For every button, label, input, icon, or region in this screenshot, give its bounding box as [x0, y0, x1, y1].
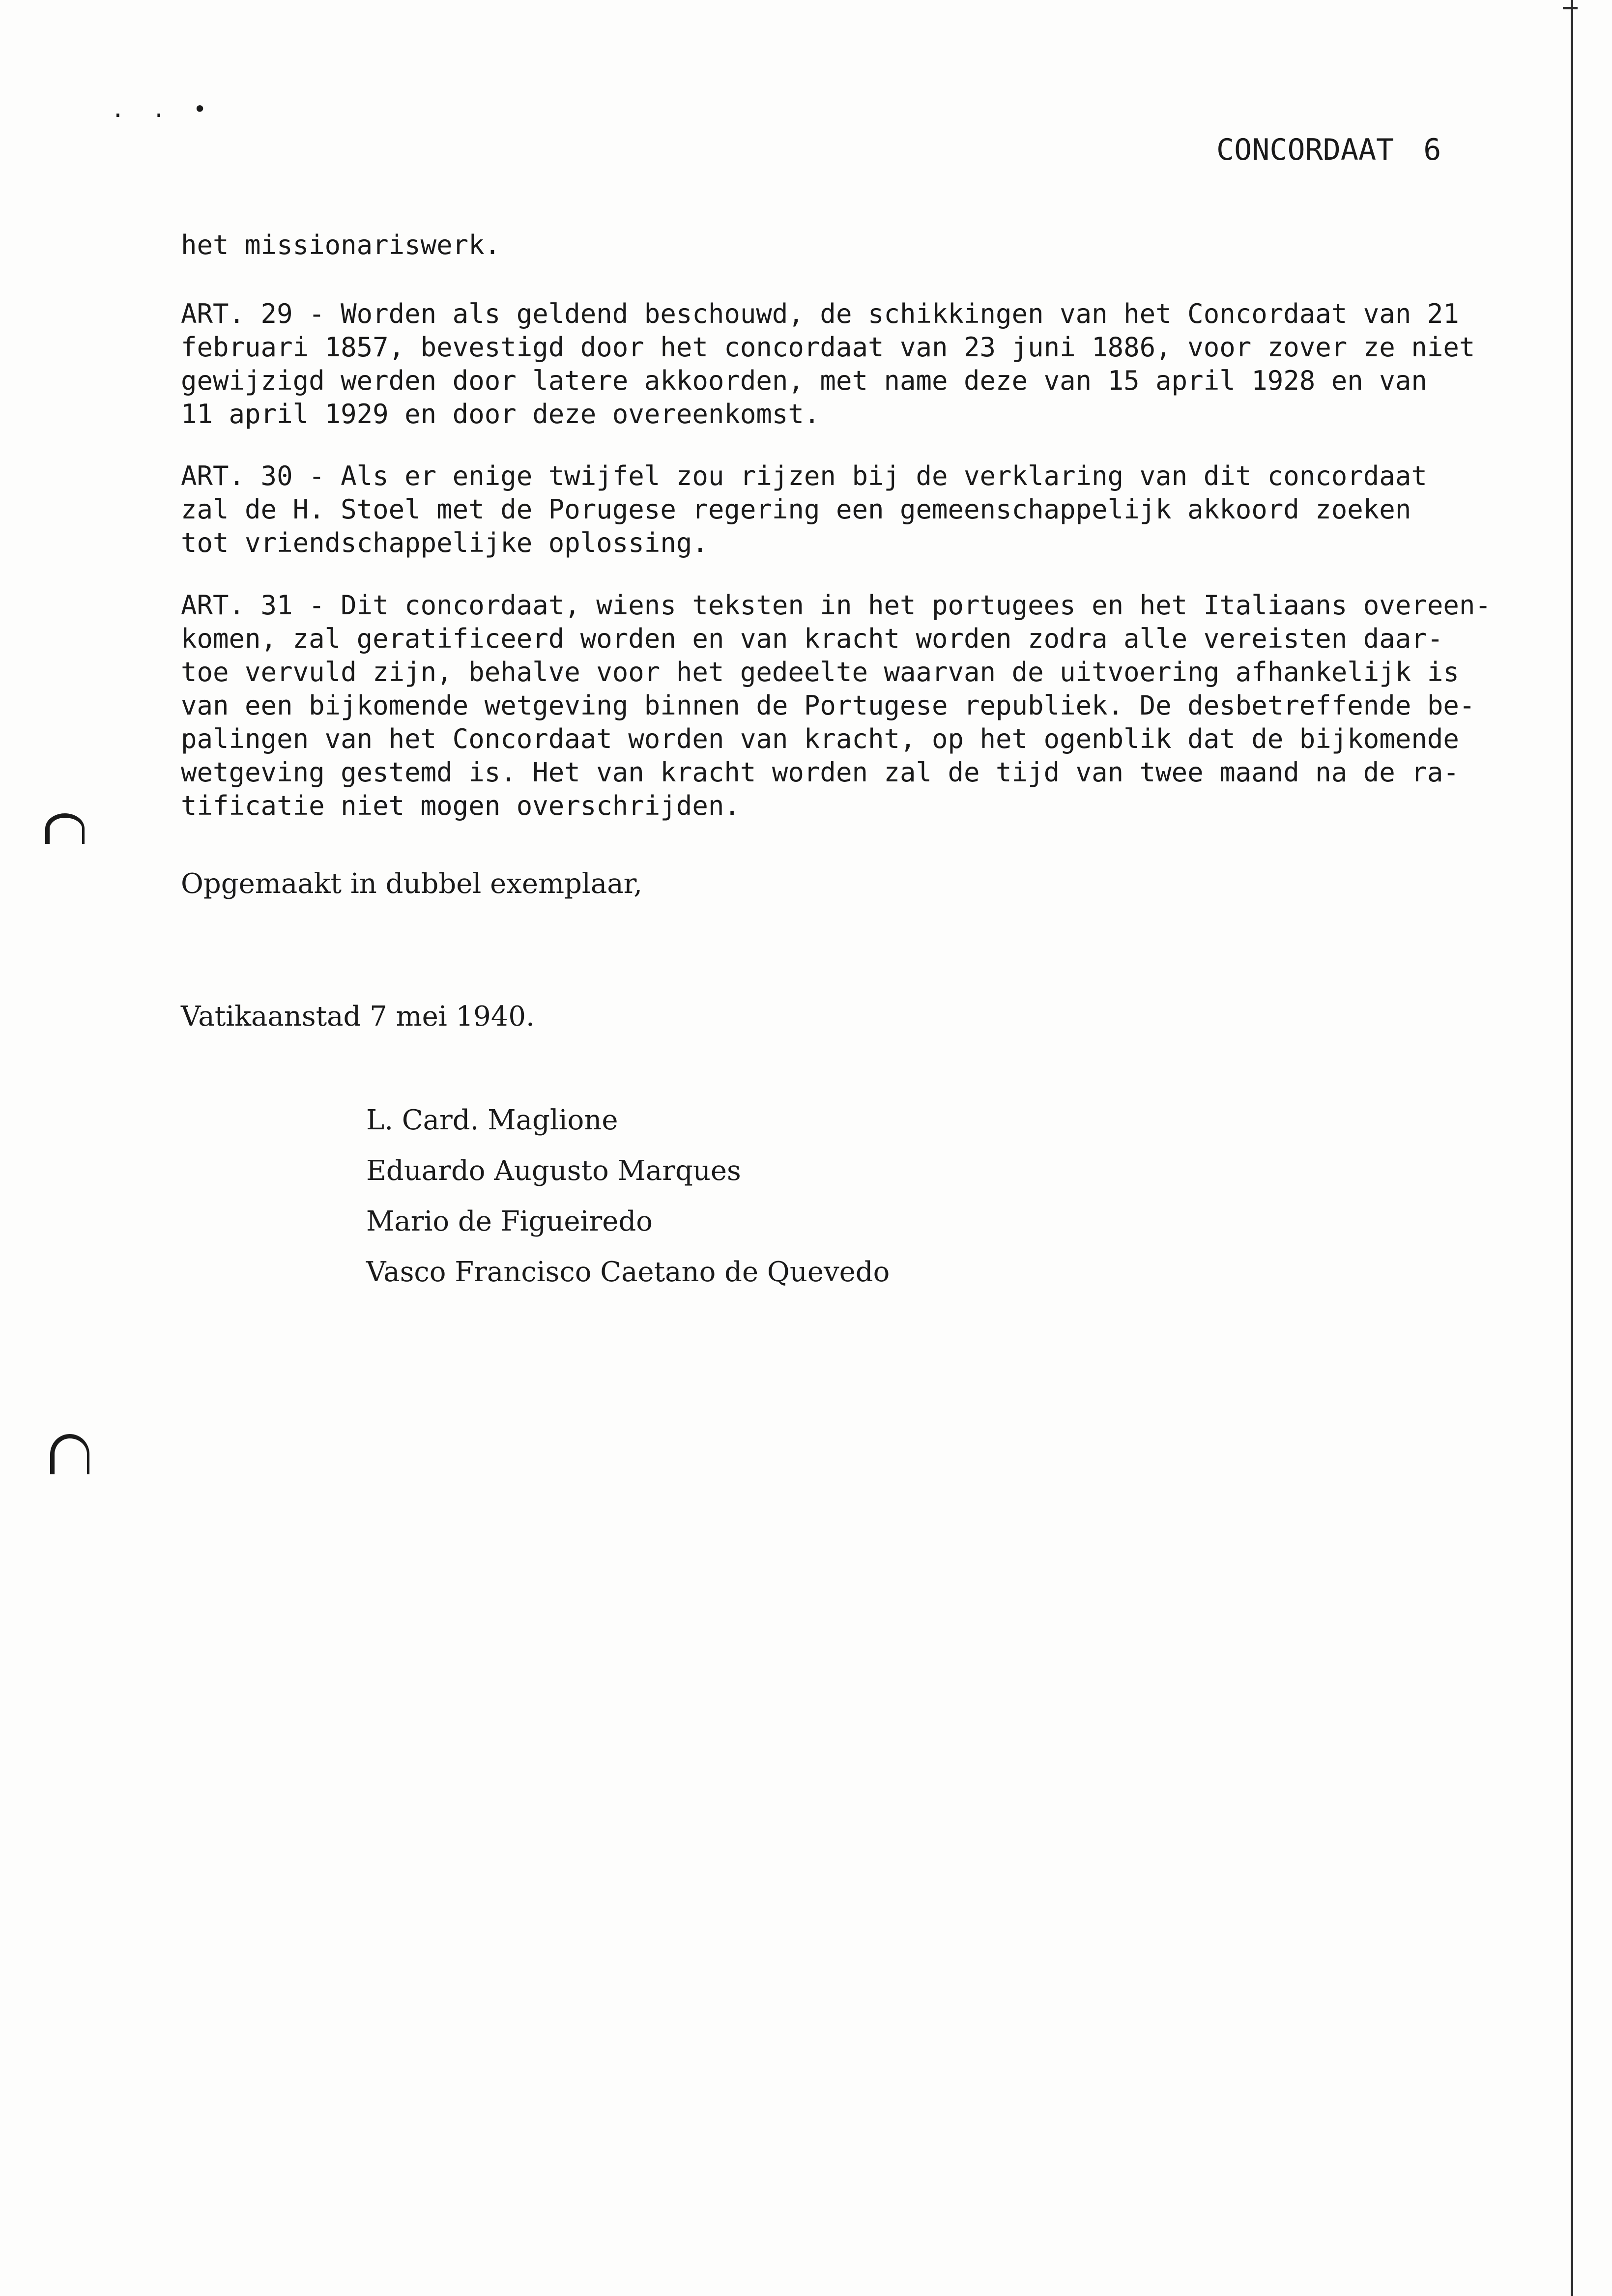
place-and-date: Vatikaanstad 7 mei 1940. — [181, 1001, 535, 1033]
punch-hole-mark — [50, 1434, 89, 1474]
article-29 — [181, 297, 1557, 431]
signatory-name: Vasco Francisco Caetano de Quevedo — [366, 1256, 890, 1288]
article-line: zal de H. Stoel met de Porugese regering een gemeenschappelijk akkoord zoeken — [181, 494, 1411, 525]
intro-line: het missionariswerk. — [181, 230, 501, 260]
scan-edge-line — [1571, 0, 1573, 2296]
article-line: toe vervuld zijn, behalve voor het gedeelte waarvan de uitvoering afhankelijk is — [181, 657, 1459, 688]
signatory-name: L. Card. Maglione — [366, 1104, 618, 1136]
article-line: tot vriendschappelijke oplossing. — [181, 527, 708, 558]
punch-hole-mark — [45, 813, 85, 844]
article-line: palingen van het Concordaat worden van kracht, op het ogenblik dat de bijkomende — [181, 723, 1459, 754]
page-header — [1216, 133, 1441, 167]
closing-statement: Opgemaakt in dubbel exemplaar, — [181, 868, 643, 900]
article-line: gewijzigd werden door latere akkoorden, met name deze van 15 april 1928 en van — [181, 365, 1427, 396]
article-line: van een bijkomende wetgeving binnen de Portugese republiek. De desbetreffende be- — [181, 690, 1475, 721]
article-line: tificatie niet mogen overschrijden. — [181, 790, 740, 821]
corner-dots-mark: . . • — [111, 96, 214, 122]
scan-edge-tick — [1563, 7, 1578, 9]
header-title: CONCORDAAT — [1216, 133, 1394, 167]
article-line: ART. 30 - Als er enige twijfel zou rijzen bij de verklaring van dit concordaat — [181, 460, 1427, 491]
signatory-name: Eduardo Augusto Marques — [366, 1155, 741, 1187]
article-line: wetgeving gestemd is. Het van kracht worden zal de tijd van twee maand na de ra- — [181, 757, 1459, 788]
article-line: ART. 31 - Dit concordaat, wiens teksten in het portugees en het Italiaans overeen- — [181, 590, 1491, 621]
article-30 — [181, 459, 1557, 560]
article-line: komen, zal geratificeerd worden en van kracht worden zodra alle vereisten daar- — [181, 623, 1443, 654]
article-31 — [181, 589, 1557, 823]
signatory-name: Mario de Figueiredo — [366, 1205, 653, 1237]
signatories-list — [366, 1095, 890, 1297]
article-line: ART. 29 - Worden als geldend beschouwd, de schikkingen van het Concordaat van 21 — [181, 298, 1459, 329]
article-line: 11 april 1929 en door deze overeenkomst. — [181, 399, 820, 430]
article-line: februari 1857, bevestigd door het concordaat van 23 juni 1886, voor zover ze niet — [181, 332, 1475, 363]
page-number: 6 — [1423, 133, 1441, 167]
